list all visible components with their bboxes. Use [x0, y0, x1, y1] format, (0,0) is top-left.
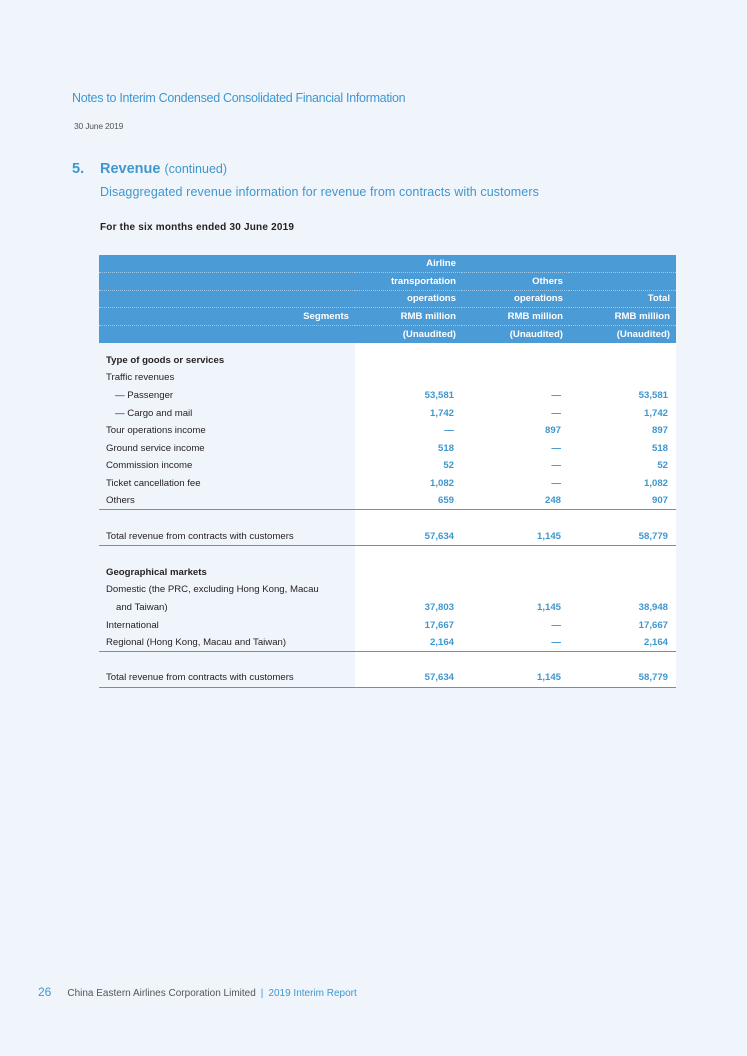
- table-row: [99, 457, 676, 475]
- row-label: Geographical markets: [106, 566, 207, 578]
- spacer-row: [99, 545, 676, 563]
- airline-value: 57,634: [355, 669, 462, 687]
- header-cell: [99, 255, 355, 273]
- spacer-row: [99, 651, 676, 669]
- airline-value: 53,581: [355, 387, 462, 405]
- others-value: —: [462, 404, 569, 422]
- row-label: and Taiwan): [116, 601, 168, 613]
- row-label: Total revenue from contracts with customers: [99, 528, 355, 546]
- period-label: For the six months ended 30 June 2019: [100, 222, 295, 233]
- table-row: [99, 422, 676, 440]
- header-cell: [99, 273, 355, 291]
- total-row: [99, 528, 676, 546]
- header-cell: (Unaudited): [355, 325, 462, 343]
- footer-separator: |: [260, 988, 264, 999]
- page-footer: [38, 985, 357, 999]
- airline-value: 2,164: [355, 634, 462, 652]
- total-value: 17,667: [569, 616, 676, 634]
- header-cell: [569, 273, 676, 291]
- row-label: Domestic (the PRC, excluding Hong Kong, Macau: [106, 584, 319, 596]
- total-value: 2,164: [569, 634, 676, 652]
- table-row: [99, 475, 676, 493]
- section-title: Revenue: [100, 161, 161, 177]
- table-body: [99, 343, 676, 688]
- others-value: 1,145: [462, 669, 569, 687]
- row-label: International: [106, 619, 159, 631]
- section-heading: [72, 161, 227, 177]
- header-cell: [462, 255, 569, 273]
- section-subtitle: Disaggregated revenue information for revenue from contracts with customers: [100, 185, 539, 199]
- row-label: Ground service income: [106, 442, 205, 454]
- row-label: Commission income: [106, 460, 193, 472]
- others-value: 1,145: [462, 528, 569, 546]
- row-label: Traffic revenues: [106, 372, 175, 384]
- header-cell: Segments: [99, 308, 355, 326]
- header-cell: transportation: [355, 273, 462, 291]
- subgroup-heading-row: [99, 369, 676, 387]
- others-value: —: [462, 634, 569, 652]
- total-row: [99, 669, 676, 687]
- table-row: [99, 599, 676, 617]
- row-label: Others: [99, 492, 355, 510]
- running-title: Notes to Interim Condensed Consolidated Financial Information: [72, 91, 406, 105]
- report-name: 2019 Interim Report: [268, 988, 357, 999]
- row-label: — Cargo and mail: [115, 407, 193, 419]
- airline-value: 1,082: [355, 475, 462, 493]
- total-value: 58,779: [569, 669, 676, 687]
- page-number: 26: [38, 985, 52, 999]
- others-value: —: [462, 439, 569, 457]
- row-label: Tour operations income: [106, 425, 206, 437]
- table-row: [99, 616, 676, 634]
- airline-value: 659: [355, 492, 462, 510]
- header-cell: Total: [569, 290, 676, 308]
- table-header: [99, 255, 676, 343]
- others-value: 248: [462, 492, 569, 510]
- row-label: — Passenger: [115, 389, 174, 401]
- header-cell: (Unaudited): [569, 325, 676, 343]
- header-row: [99, 325, 676, 343]
- header-cell: RMB million: [569, 308, 676, 326]
- total-value: 907: [569, 492, 676, 510]
- header-row: [99, 255, 676, 273]
- row-label: Regional (Hong Kong, Macau and Taiwan): [99, 634, 355, 652]
- others-value: —: [462, 457, 569, 475]
- company-name: China Eastern Airlines Corporation Limited: [67, 988, 256, 999]
- airline-value: 17,667: [355, 616, 462, 634]
- others-value: —: [462, 475, 569, 493]
- others-value: —: [462, 387, 569, 405]
- section-number: 5.: [72, 161, 85, 177]
- total-value: 52: [569, 457, 676, 475]
- total-value: 1,082: [569, 475, 676, 493]
- total-value: 58,779: [569, 528, 676, 546]
- row-label: Type of goods or services: [106, 354, 225, 366]
- airline-value: 52: [355, 457, 462, 475]
- group-heading-row: [99, 563, 676, 581]
- airline-value: 518: [355, 439, 462, 457]
- table-row: [99, 439, 676, 457]
- header-cell: operations: [462, 290, 569, 308]
- section-continued: (continued): [164, 162, 228, 176]
- row-label: Total revenue from contracts with customers: [99, 669, 355, 687]
- row-label: Ticket cancellation fee: [106, 477, 201, 489]
- airline-value: 57,634: [355, 528, 462, 546]
- table-row: [99, 581, 676, 599]
- header-cell: RMB million: [355, 308, 462, 326]
- spacer-row: [99, 343, 676, 352]
- total-value: 518: [569, 439, 676, 457]
- table-row: [99, 634, 676, 652]
- revenue-table: [99, 255, 676, 688]
- table-row: [99, 492, 676, 510]
- header-cell: [99, 290, 355, 308]
- total-value: 897: [569, 422, 676, 440]
- header-cell: (Unaudited): [462, 325, 569, 343]
- table-row: [99, 404, 676, 422]
- header-row: [99, 308, 676, 326]
- header-cell: Airline: [355, 255, 462, 273]
- total-value: 53,581: [569, 387, 676, 405]
- total-value: 38,948: [569, 599, 676, 617]
- running-date: 30 June 2019: [74, 121, 124, 131]
- others-value: 1,145: [462, 599, 569, 617]
- airline-value: —: [355, 422, 462, 440]
- total-value: 1,742: [569, 404, 676, 422]
- others-value: —: [462, 616, 569, 634]
- header-cell: [99, 325, 355, 343]
- group-heading-row: [99, 352, 676, 370]
- spacer-row: [99, 510, 676, 528]
- header-cell: RMB million: [462, 308, 569, 326]
- header-row: [99, 290, 676, 308]
- others-value: 897: [462, 422, 569, 440]
- header-cell: Others: [462, 273, 569, 291]
- table-row: [99, 387, 676, 405]
- header-row: [99, 273, 676, 291]
- airline-value: 1,742: [355, 404, 462, 422]
- header-cell: [569, 255, 676, 273]
- header-cell: operations: [355, 290, 462, 308]
- airline-value: 37,803: [355, 599, 462, 617]
